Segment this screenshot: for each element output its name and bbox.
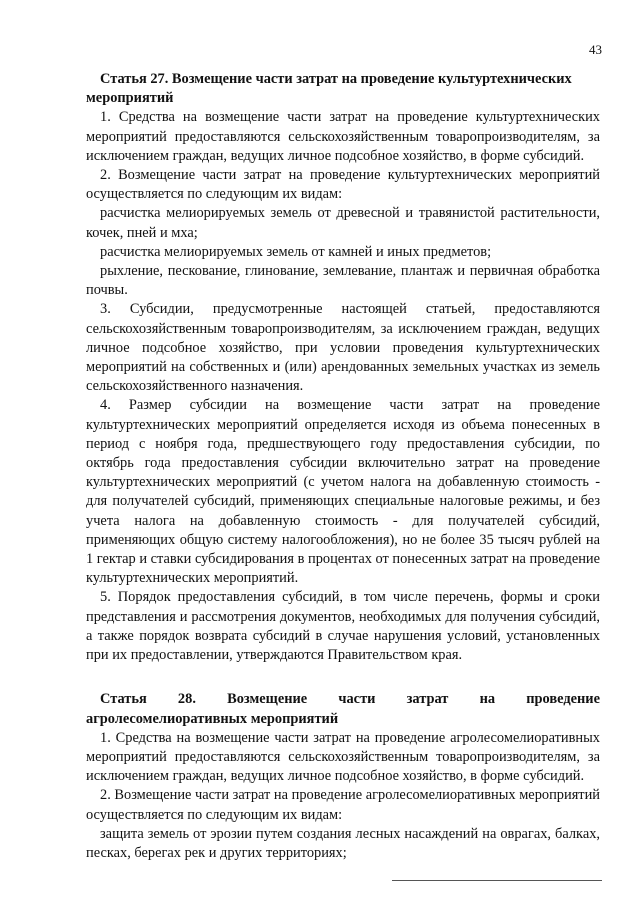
article-27-list-item: расчистка мелиорируемых земель от древесной и травянистой растительности, кочек, пней и мха; [86,205,600,241]
article-28-title-word: Возмещение [227,691,308,708]
article-28-title-word: затрат [406,691,449,708]
article-27-paragraph: 1. Средства на возмещение части затрат на проведение культуртехнических мероприятий предоставляются сельскохозяйственным товаропроизводителям, за исключением граждан, ведущих личное подсобное хозяйство, в форме субсидий. [86,109,600,164]
article-28-paragraph: 1. Средства на возмещение части затрат на проведение агролесомелиоративных мероприятий предоставляются сельскохозяйственным товаропроизводителям, за исключением граждан, ведущих личное подсобное хозяйство, в форме субсидий. [86,729,600,785]
article-27-paragraph: 4. Размер субсидии на возмещение части затрат на проведение культуртехнических мероприятий определяется исходя из объема понесенных в период с ноября года, предшествующего году предоставления субсидии, по октябрь года предоставления субсидии включительно затрат на проведение культуртехнических мероприятий (с учетом налога на добавленную стоимость - для получателей субсидий, применяющих специальные налоговые режимы, и без учета налога на добавленную стоимость - для получателей субсидий, применяющих общую систему налогообложения), но не более 35 тысяч рублей на 1 гектар и ставки субсидирования в процентах от понесенных затрат на проведение культуртехнических мероприятий. [86,397,601,587]
article-28-title-word: на [479,691,496,708]
article-28-list-item: защита земель от эрозии путем создания лесных насаждений на оврагах, балках, песках, берегах рек и других территориях; [86,825,600,861]
page-content [86,70,600,863]
article-28-title-word: части [338,691,376,708]
article-28-title-word: Статья [100,691,147,708]
article-28-title-word: проведение [526,691,600,708]
article-27-paragraph: 2. Возмещение части затрат на проведение культуртехнических мероприятий осуществляется по следующим их видам: [86,167,600,203]
article-28-title-line2: агролесомелиоративных мероприятий [86,710,339,727]
article-28-paragraph: 2. Возмещение части затрат на проведение агролесомелиоративных мероприятий осуществляется по следующим их видам: [86,787,600,823]
page-number: 43 [589,42,602,57]
footer-rule [392,880,602,881]
article-27-title: Статья 27. Возмещение части затрат на проведение культуртехнических мероприятий [86,71,572,107]
article-27-paragraph: 3. Субсидии, предусмотренные настоящей статьей, предоставляются сельскохозяйственным товаропроизводителям, за исключением граждан, ведущих личное подсобное хозяйство, при условии проведения культуртехнических мероприятий на собственных и (или) арендованных земельных участках из земель сельскохозяйственного назначения. [86,301,600,395]
article-27-list-item: расчистка мелиорируемых земель от камней и иных предметов; [100,243,492,260]
article-27-paragraph: 5. Порядок предоставления субсидий, в том числе перечень, формы и сроки представления и рассмотрения документов, необходимых для получения субсидий, а также порядок возврата субсидий в случае нарушения условий, установленных при их предоставлении, утверждаются Правительством края. [86,589,600,664]
article-28-title-word: 28. [177,691,196,708]
article-27-list-item: рыхление, пескование, глинование, землевание, плантаж и первичная обработка почвы. [86,263,600,299]
article-28-title [86,690,600,709]
